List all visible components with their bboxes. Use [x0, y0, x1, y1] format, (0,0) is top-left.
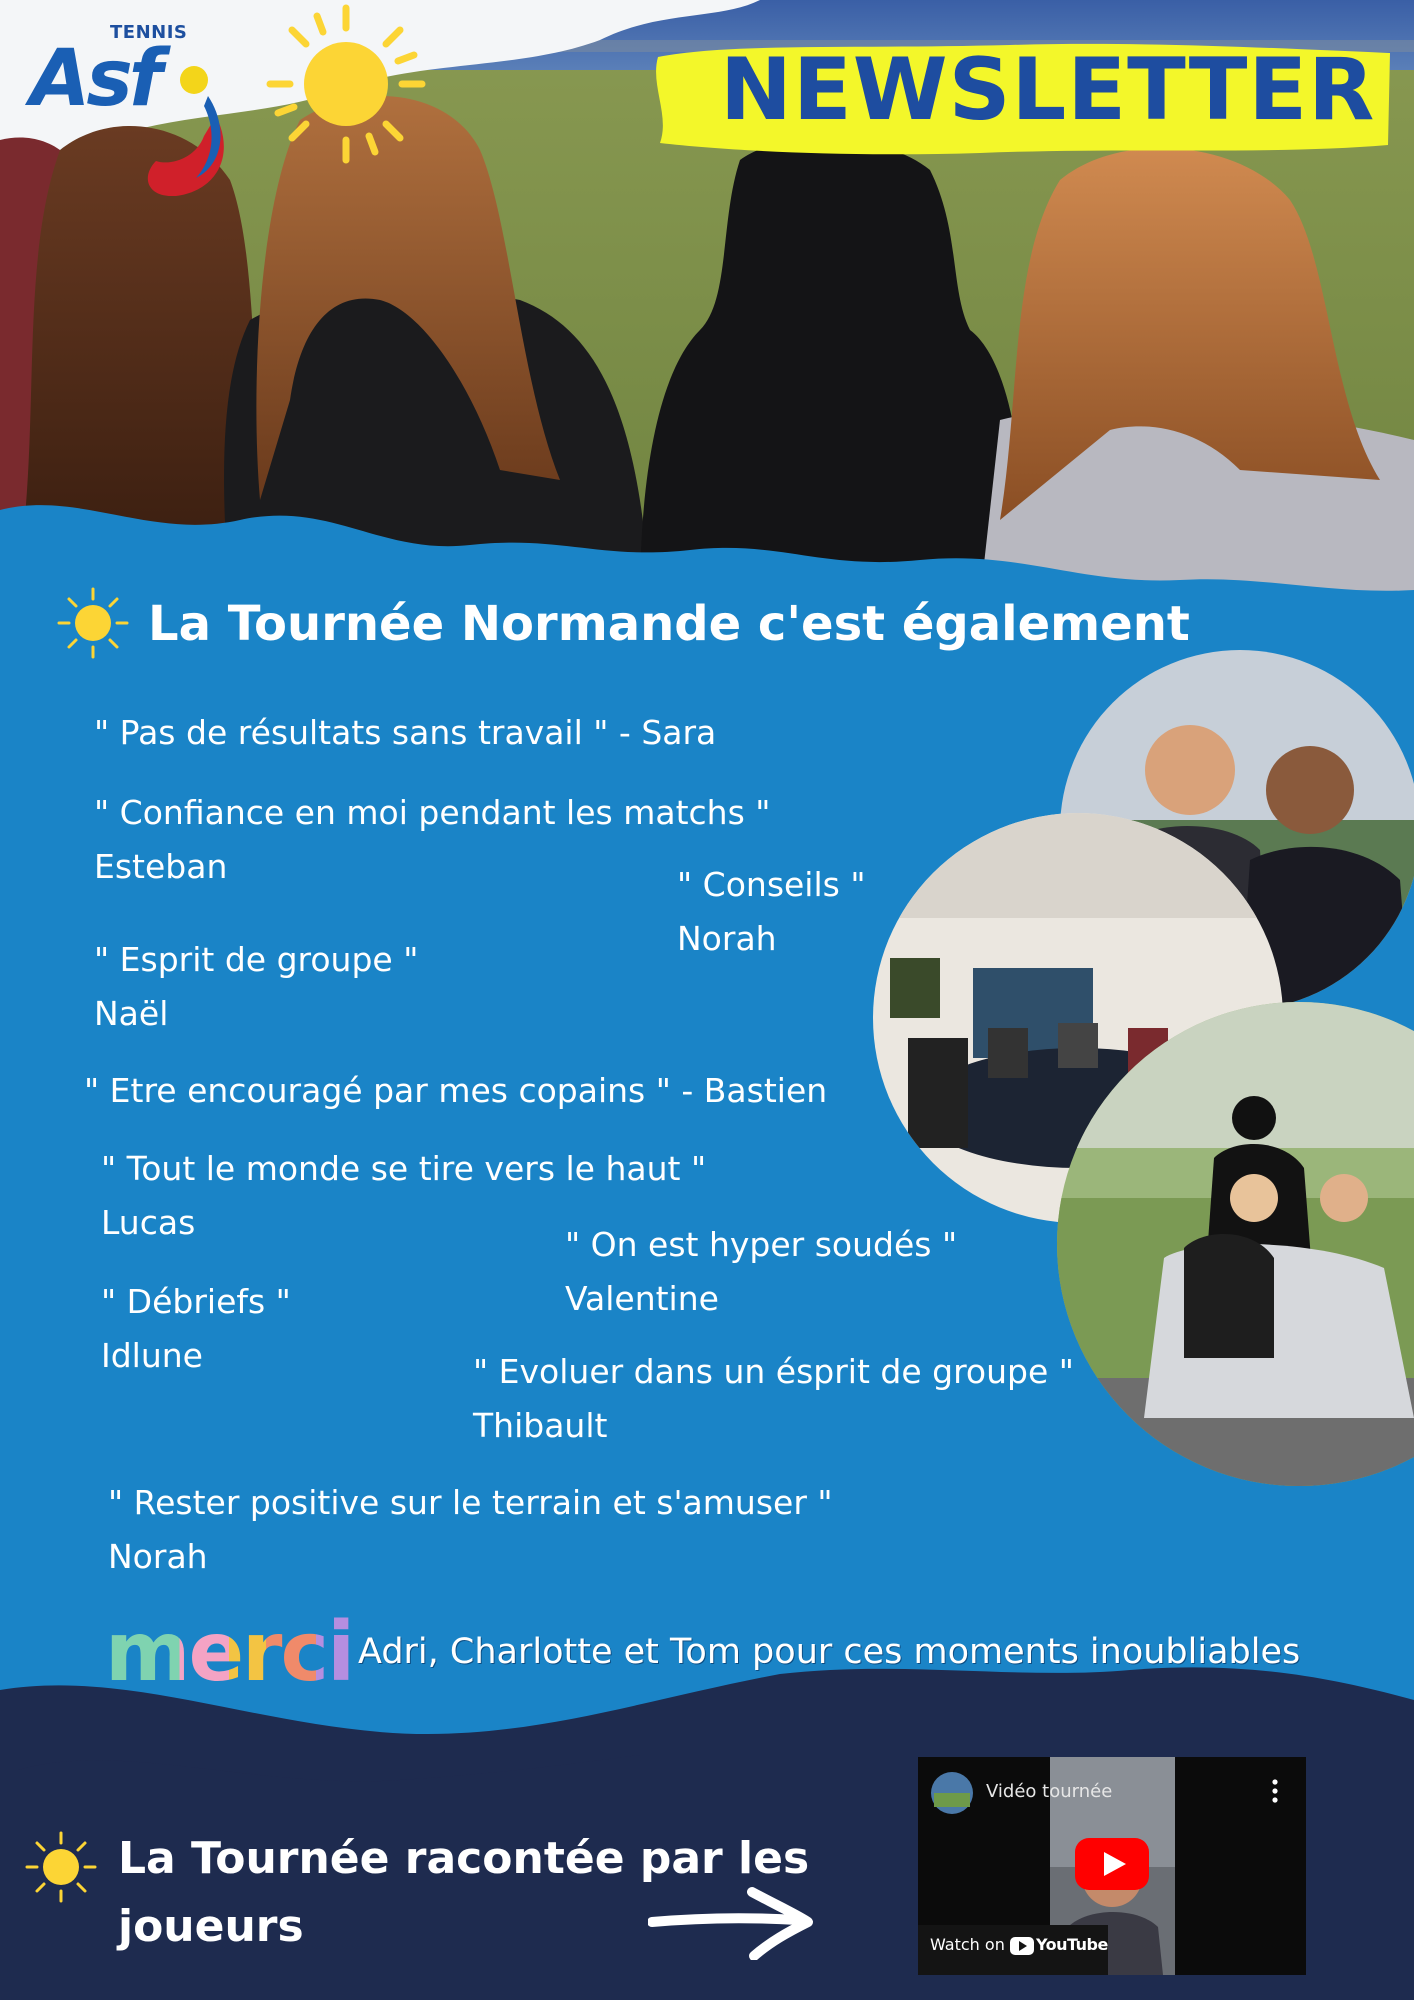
kebab-menu-icon[interactable]	[1270, 1777, 1280, 1807]
quote-nael	[94, 933, 418, 1041]
youtube-video-embed[interactable]	[918, 1757, 1306, 1975]
quote-text: " Rester positive sur le terrain et s'amuser "	[108, 1483, 833, 1522]
logo-asf-label: Asf	[30, 34, 159, 124]
quote-author: Norah	[108, 1537, 208, 1576]
tennis-ball-swoosh-icon	[116, 46, 246, 196]
quote-author: Thibault	[473, 1406, 608, 1445]
channel-avatar[interactable]	[930, 1771, 974, 1815]
quote-idlune	[101, 1275, 291, 1383]
merci-word: merci	[105, 1605, 354, 1700]
quote-text: " Esprit de groupe "	[94, 940, 419, 979]
quote-author: Esteban	[94, 847, 228, 886]
quote-author: Lucas	[101, 1203, 196, 1242]
quote-text: " Pas de résultats sans travail " - Sara	[94, 713, 717, 752]
quote-text: " Conseils "	[677, 865, 866, 904]
logo-tennis-label: TENNIS	[110, 22, 188, 43]
quote-text: " Confiance en moi pendant les matchs "	[94, 793, 771, 832]
sun-icon	[24, 1830, 98, 1904]
arrow-right-icon	[648, 1884, 818, 1960]
youtube-logo-icon	[1010, 1937, 1034, 1955]
quote-bastien	[84, 1064, 827, 1118]
youtube-play-icon[interactable]	[1075, 1838, 1149, 1890]
quote-author: Valentine	[565, 1279, 719, 1318]
quote-norah-positive	[108, 1476, 833, 1584]
quote-text: " On est hyper soudés "	[565, 1225, 958, 1264]
asf-tennis-logo[interactable]	[30, 18, 250, 178]
video-title[interactable]: Vidéo tournée	[986, 1781, 1113, 1802]
photo-group-circle	[1054, 998, 1414, 1490]
newsletter-title: NEWSLETTER	[720, 40, 1376, 140]
quote-text: " Débriefs "	[101, 1282, 291, 1321]
section-title-tournee: La Tournée Normande c'est également	[148, 596, 1190, 652]
youtube-wordmark: YouTube	[1036, 1935, 1108, 1954]
watch-on-youtube-button[interactable]	[918, 1925, 1108, 1975]
sun-icon	[56, 586, 130, 660]
quote-norah-conseils	[677, 858, 866, 966]
quote-author: Idlune	[101, 1336, 203, 1375]
watch-on-label: Watch on	[930, 1935, 1005, 1954]
quote-text: " Evoluer dans un ésprit de groupe "	[473, 1352, 1074, 1391]
sun-icon	[262, 0, 430, 168]
quote-text: " Tout le monde se tire vers le haut "	[101, 1149, 707, 1188]
quote-author: Naël	[94, 994, 169, 1033]
section-title-videos: La Tournée racontée par les joueurs	[118, 1833, 810, 1952]
quote-author: Norah	[677, 919, 777, 958]
quote-text: " Etre encouragé par mes copains " - Bastien	[84, 1071, 828, 1110]
quote-valentine	[565, 1218, 957, 1326]
merci-message: Adri, Charlotte et Tom pour ces moments inoubliables	[358, 1632, 1301, 1672]
quote-sara	[94, 706, 716, 760]
quote-esteban	[94, 786, 770, 894]
quote-thibault	[473, 1345, 1074, 1453]
